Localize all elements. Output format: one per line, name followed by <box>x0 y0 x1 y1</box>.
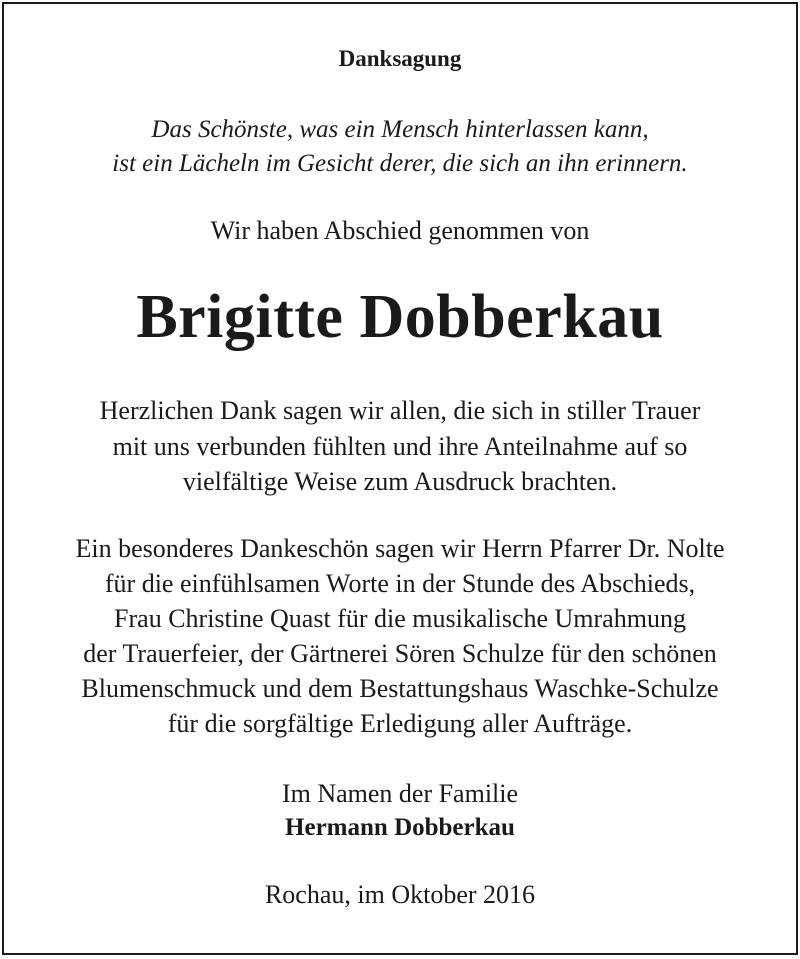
special-thanks-line-4: der Trauerfeier, der Gärtnerei Sören Schulze für den schönen <box>83 639 717 668</box>
special-thanks-line-1: Ein besonderes Dankeschön sagen wir Herrn Pfarrer Dr. Nolte <box>75 534 725 563</box>
deceased-name: Brigitte Dobberkau <box>136 283 664 351</box>
special-thanks-line-6: für die sorgfältige Erledigung aller Aufträge. <box>167 709 633 738</box>
special-thanks-line-2: für die einfühlsamen Worte in der Stunde des Abschieds, <box>104 569 696 598</box>
quote-line-2: ist ein Lächeln im Gesicht derer, die sich an ihn erinnern. <box>112 150 688 177</box>
place-date: Rochau, im Oktober 2016 <box>264 880 536 909</box>
thanks-line-1: Herzlichen Dank sagen wir allen, die sich in stiller Trauer <box>99 396 701 425</box>
thanks-line-2: mit uns verbunden fühlten und ihre Anteilnahme auf so <box>112 432 688 461</box>
family-name: Hermann Dobberkau <box>285 814 515 841</box>
obituary-notice <box>2 2 798 955</box>
special-thanks-line-3: Frau Christine Quast für die musikalische Umrahmung <box>114 604 686 633</box>
intro-text: Wir haben Abschied genommen von <box>210 216 590 245</box>
thanks-line-3: vielfältige Weise zum Ausdruck brachten. <box>182 467 618 496</box>
family-label: Im Namen der Familie <box>281 779 519 808</box>
notice-heading: Danksagung <box>338 46 462 71</box>
quote-line-1: Das Schönste, was ein Mensch hinterlassen kann, <box>151 116 649 143</box>
special-thanks-line-5: Blumenschmuck und dem Bestattungshaus Waschke-Schulze <box>81 674 719 703</box>
